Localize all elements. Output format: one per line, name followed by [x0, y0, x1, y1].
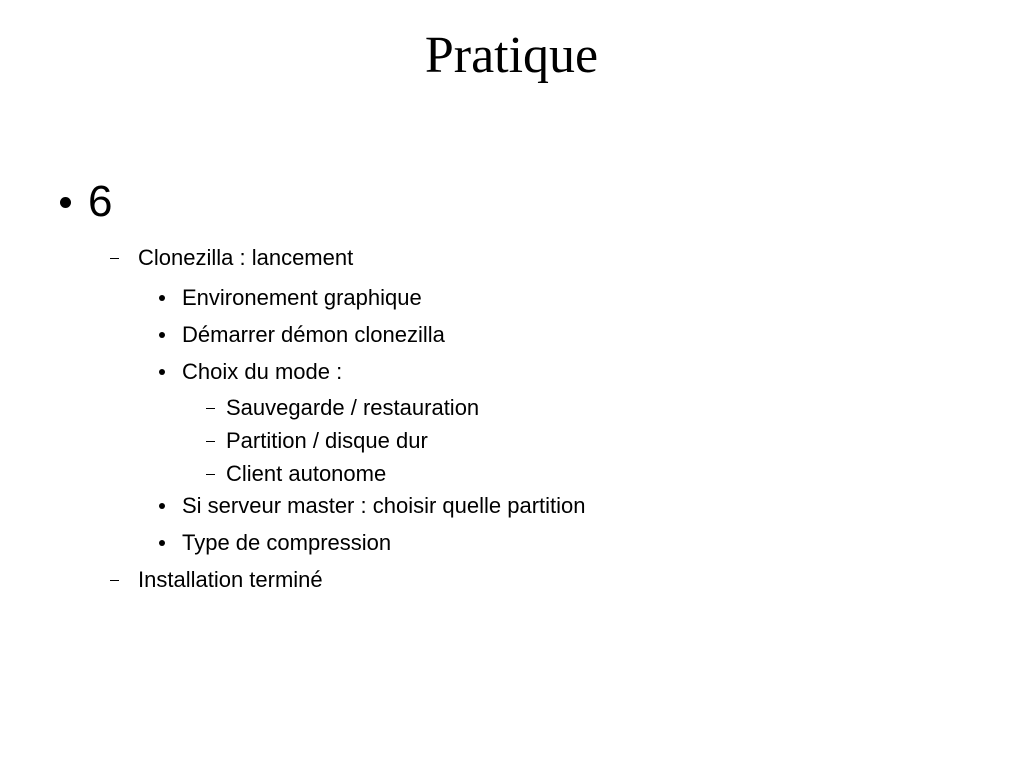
- bullet-text: Installation terminé: [138, 567, 323, 592]
- bullet-item-level1: [60, 176, 112, 228]
- bullet-item-level4: [206, 460, 386, 488]
- bullet-dot-icon: [159, 295, 165, 301]
- bullet-item-level3: [159, 529, 391, 557]
- bullet-text: Démarrer démon clonezilla: [182, 322, 445, 347]
- bullet-text: Sauvegarde / restauration: [226, 395, 480, 420]
- bullet-item-level3: [159, 358, 342, 386]
- bullet-dot-icon: [159, 540, 165, 546]
- bullet-text: Environement graphique: [182, 285, 422, 310]
- bullet-dash-icon: [206, 474, 215, 475]
- bullet-item-level3: [159, 492, 586, 520]
- bullet-dot-icon: [159, 369, 165, 375]
- bullet-text: 6: [88, 177, 113, 226]
- bullet-text: Client autonome: [226, 461, 387, 486]
- bullet-item-level3: [159, 284, 422, 312]
- slide-title: Pratique: [424, 27, 599, 84]
- bullet-item-level4: [206, 394, 479, 422]
- bullet-dot-icon: [159, 503, 165, 509]
- bullet-text: Partition / disque dur: [226, 428, 428, 453]
- bullet-dot-icon: [60, 197, 71, 208]
- bullet-text: Clonezilla : lancement: [138, 245, 354, 270]
- bullet-item-level2: [110, 244, 353, 272]
- bullet-text: Si serveur master : choisir quelle partition: [182, 493, 586, 518]
- bullet-item-level2: [110, 566, 323, 594]
- bullet-item-level3: [159, 321, 445, 349]
- bullet-dash-icon: [110, 258, 119, 259]
- bullet-item-level4: [206, 427, 428, 455]
- bullet-text: Choix du mode :: [182, 359, 343, 384]
- bullet-dash-icon: [110, 580, 119, 581]
- bullet-text: Type de compression: [182, 530, 392, 555]
- bullet-dot-icon: [159, 332, 165, 338]
- bullet-dash-icon: [206, 441, 215, 442]
- bullet-dash-icon: [206, 408, 215, 409]
